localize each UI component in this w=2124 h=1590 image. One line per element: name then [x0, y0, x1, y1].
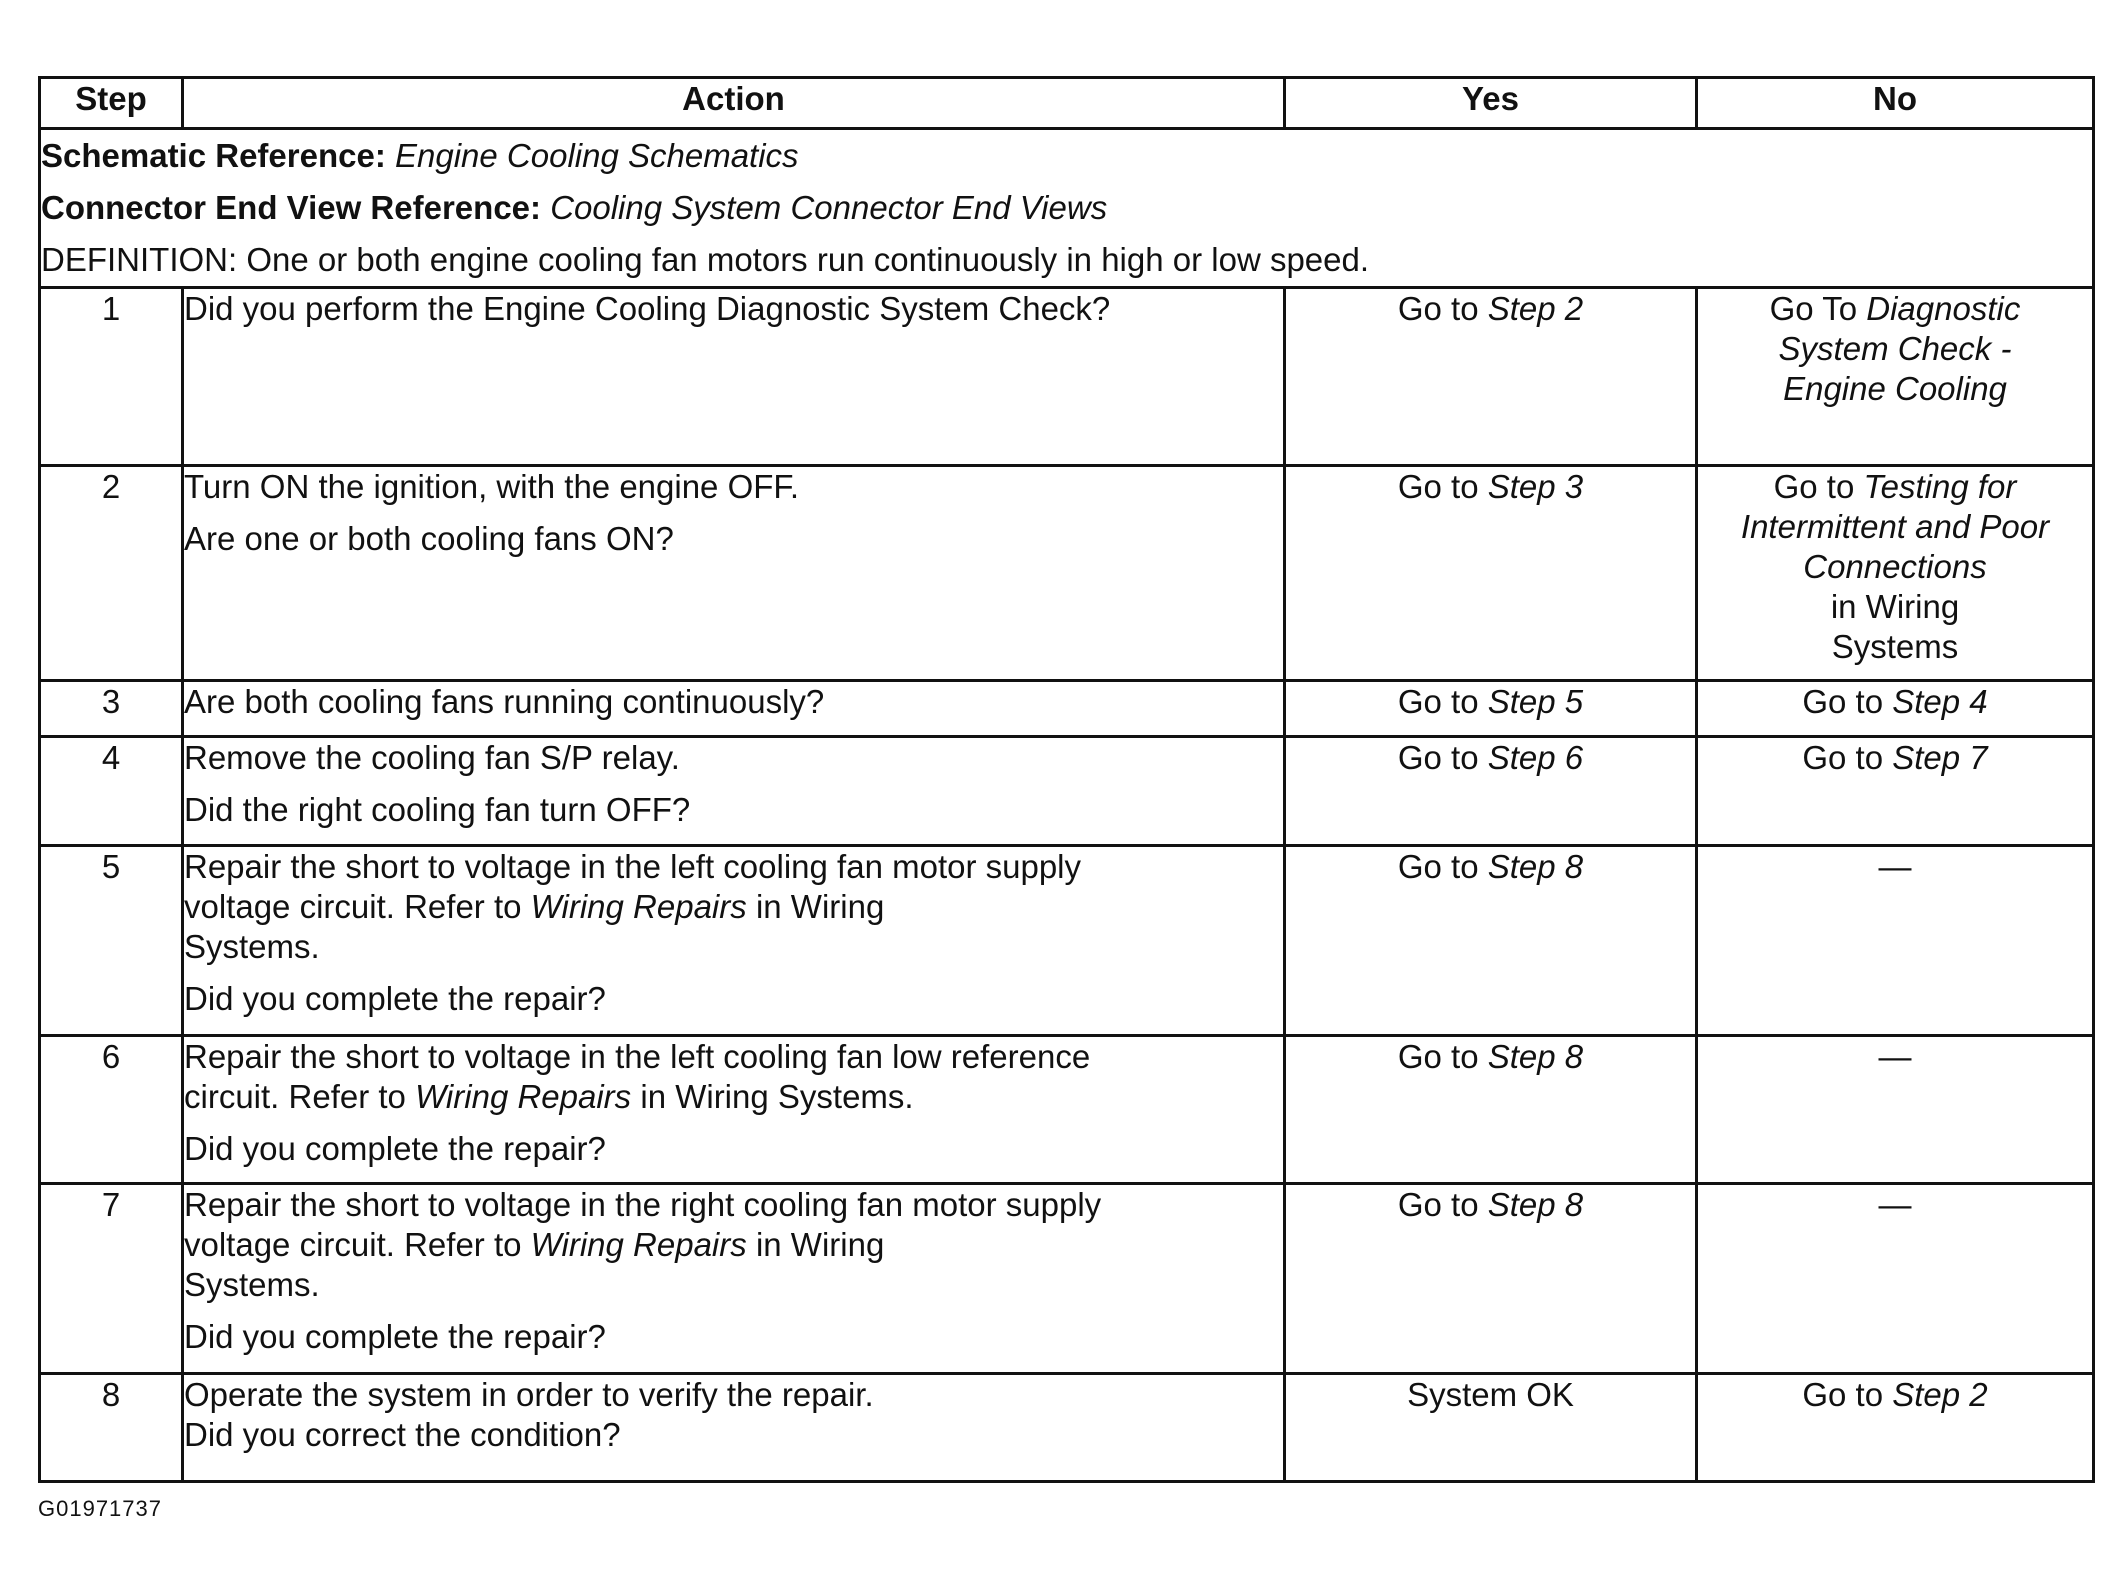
goto-text: Go to: [1397, 468, 1479, 505]
action-line: [184, 1225, 1283, 1265]
action-cell: [183, 288, 1285, 466]
no-link-line: Diagnostic: [1866, 290, 2021, 327]
action-line: [184, 1077, 1283, 1117]
action-cell: [183, 681, 1285, 737]
wiring-repairs-link: Wiring Repairs: [415, 1078, 632, 1115]
connector-reference: [41, 182, 2092, 234]
action-question: Did you complete the repair?: [184, 1318, 606, 1355]
reference-row: [40, 129, 2094, 288]
action-line: Are one or both cooling fans ON?: [184, 520, 674, 557]
step-link: Step 8: [1487, 848, 1584, 885]
action-text: voltage circuit. Refer to: [184, 888, 522, 925]
table-row: [40, 466, 2094, 681]
no-cell: [1697, 1374, 2094, 1482]
step-number: 1: [40, 288, 183, 466]
header-row: [40, 78, 2094, 129]
goto-text: Go to: [1397, 683, 1479, 720]
no-cell: —: [1697, 1036, 2094, 1184]
no-link-line: Testing for: [1863, 468, 2017, 505]
table-row: [40, 681, 2094, 737]
action-cell: [183, 1374, 1285, 1482]
action-line: Are both cooling fans running continuously?: [184, 683, 825, 720]
action-text: circuit. Refer to: [184, 1078, 406, 1115]
no-link-line: Intermittent and Poor: [1740, 508, 2050, 545]
action-question: Did you complete the repair?: [184, 980, 606, 1017]
goto-text: Go to: [1397, 290, 1479, 327]
reference-cell: [40, 129, 2094, 288]
wiring-repairs-link: Wiring Repairs: [530, 1226, 747, 1263]
header-action: Action: [183, 78, 1285, 129]
yes-cell: [1285, 466, 1697, 681]
action-line: Repair the short to voltage in the left cooling fan low reference: [184, 1038, 1091, 1075]
no-text-line: Systems: [1831, 628, 1959, 665]
connector-reference-value: Cooling System Connector End Views: [550, 189, 1108, 226]
action-question: Did you complete the repair?: [184, 1130, 606, 1167]
action-line: Did you correct the condition?: [184, 1416, 621, 1453]
step-number: 2: [40, 466, 183, 681]
step-number: 6: [40, 1036, 183, 1184]
action-line: Did the right cooling fan turn OFF?: [184, 791, 691, 828]
yes-cell: [1285, 737, 1697, 846]
no-cell: [1697, 466, 2094, 681]
action-cell: [183, 846, 1285, 1036]
yes-cell: [1285, 1036, 1697, 1184]
action-line: Turn ON the ignition, with the engine OFF.: [184, 468, 800, 505]
table-row: [40, 1374, 2094, 1482]
goto-text: Go to: [1802, 683, 1884, 720]
no-cell: —: [1697, 846, 2094, 1036]
step-number: 7: [40, 1184, 183, 1374]
step-number: 5: [40, 846, 183, 1036]
goto-text: Go to: [1397, 1038, 1479, 1075]
action-cell: [183, 466, 1285, 681]
table-row: [40, 288, 2094, 466]
step-link: Step 2: [1892, 1376, 1988, 1413]
yes-cell: [1285, 846, 1697, 1036]
no-cell: —: [1697, 1184, 2094, 1374]
step-link: Step 4: [1892, 683, 1988, 720]
step-link: Step 2: [1487, 290, 1584, 327]
figure-id: G01971737: [38, 1496, 162, 1521]
step-number: 4: [40, 737, 183, 846]
header-step: Step: [40, 78, 183, 129]
yes-cell: System OK: [1285, 1374, 1697, 1482]
action-line: Systems.: [184, 928, 320, 965]
goto-text: Go to: [1802, 739, 1884, 776]
wiring-repairs-link: Wiring Repairs: [530, 888, 747, 925]
header-yes: Yes: [1285, 78, 1697, 129]
action-line: Systems.: [184, 1266, 320, 1303]
header-no: No: [1697, 78, 2094, 129]
goto-text: Go to: [1397, 1186, 1479, 1223]
action-line: Did you perform the Engine Cooling Diagnostic System Check?: [184, 290, 1111, 327]
table-row: [40, 1036, 2094, 1184]
no-link-line: Engine Cooling: [1783, 370, 2007, 407]
action-cell: [183, 1036, 1285, 1184]
no-cell: [1697, 681, 2094, 737]
yes-cell: [1285, 288, 1697, 466]
step-number: 3: [40, 681, 183, 737]
table-row: [40, 1184, 2094, 1374]
step-link: Step 3: [1487, 468, 1584, 505]
schematic-reference-value: Engine Cooling Schematics: [395, 137, 799, 174]
action-text: voltage circuit. Refer to: [184, 1226, 522, 1263]
no-cell: [1697, 288, 2094, 466]
yes-cell: [1285, 681, 1697, 737]
definition-text: DEFINITION: One or both engine cooling fan motors run continuously in high or low speed.: [41, 241, 1370, 278]
table-row: [40, 737, 2094, 846]
action-line: Operate the system in order to verify the repair.: [184, 1376, 874, 1413]
action-text: in Wiring: [755, 888, 885, 925]
goto-text: Go to: [1773, 468, 1855, 505]
schematic-reference-label: Schematic Reference:: [41, 137, 386, 174]
action-line: Remove the cooling fan S/P relay.: [184, 739, 680, 776]
yes-cell: [1285, 1184, 1697, 1374]
action-text: in Wiring Systems.: [640, 1078, 914, 1115]
step-link: Step 8: [1487, 1038, 1584, 1075]
action-line: [184, 887, 1283, 927]
action-text: in Wiring: [755, 1226, 885, 1263]
no-cell: [1697, 737, 2094, 846]
no-link-line: Connections: [1803, 548, 1987, 585]
no-link-line: System Check -: [1778, 330, 2012, 367]
goto-text: Go to: [1802, 1376, 1884, 1413]
action-cell: [183, 737, 1285, 846]
diagnostic-table: [38, 76, 2095, 1483]
action-line: Repair the short to voltage in the left cooling fan motor supply: [184, 848, 1082, 885]
no-text-line: in Wiring: [1830, 588, 1960, 625]
goto-text: Go to: [1397, 739, 1479, 776]
step-link: Step 8: [1487, 1186, 1584, 1223]
goto-text: Go to: [1397, 848, 1479, 885]
goto-text: Go To: [1769, 290, 1858, 327]
action-cell: [183, 1184, 1285, 1374]
step-link: Step 6: [1487, 739, 1584, 776]
table-row: [40, 846, 2094, 1036]
step-link: Step 5: [1487, 683, 1584, 720]
connector-reference-label: Connector End View Reference:: [41, 189, 542, 226]
schematic-reference: [41, 130, 2092, 182]
action-line: Repair the short to voltage in the right cooling fan motor supply: [184, 1186, 1102, 1223]
step-link: Step 7: [1892, 739, 1988, 776]
step-number: 8: [40, 1374, 183, 1482]
